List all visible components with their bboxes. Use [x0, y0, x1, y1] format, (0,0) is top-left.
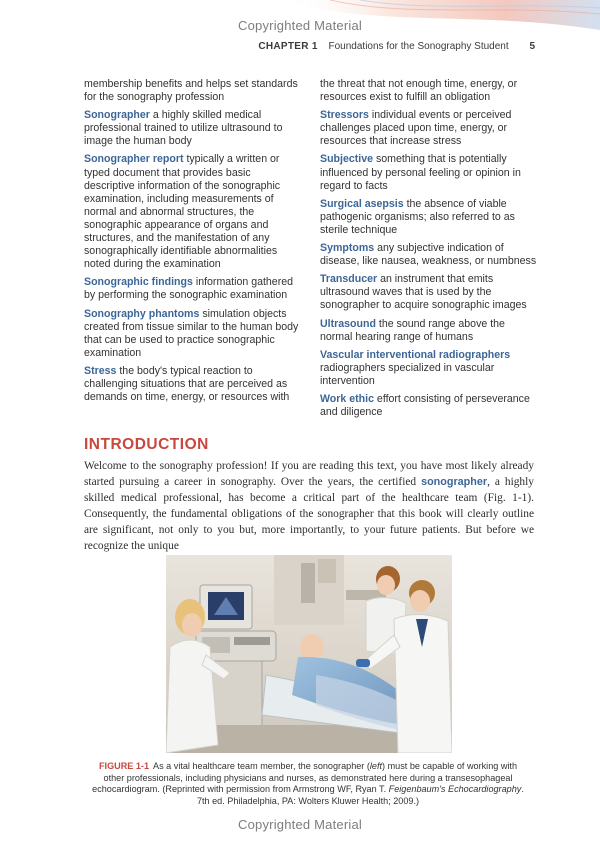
- glossary-entry: [84, 365, 302, 404]
- glossary-term: Sonographer report: [84, 153, 184, 166]
- glossary-term: Work ethic: [320, 392, 374, 405]
- chapter-title: Foundations for the Sonography Student: [328, 41, 509, 52]
- glossary-definition: radiographers specialized in vascular intervention: [320, 361, 495, 387]
- intro-text: , a highly skilled medical professional, has become a critical part of the healthcare team (Fig. 1-1). Consequently, the fundamental obligations of the sonographer that this book will clearly outline are significant, not only to you but, more importantly, to your future patients. But before we recognize the unique: [84, 475, 534, 552]
- glossary-entry: [84, 153, 302, 271]
- glossary-entry: [320, 198, 538, 237]
- glossary-entry: [320, 242, 538, 268]
- glossary-definition: something that is potentially influenced by personal feeling or opinion in regard to facts: [320, 153, 521, 192]
- caption-book-title: Feigenbaum's Echocardiography: [388, 784, 522, 795]
- figure-caption: [88, 761, 528, 807]
- glossary-definition: any subjective indication of disease, like nausea, weakness, or numbness: [320, 242, 537, 268]
- caption-text: . 7th ed. Philadelphia, PA: Wolters Kluwer Health; 2009.): [196, 784, 524, 806]
- glossary-definition: an instrument that emits ultrasound waves that is used by the sonographer to acquire sonographic images: [320, 273, 527, 312]
- copyright-watermark-top: Copyrighted Material: [238, 18, 362, 33]
- glossary-entry: [320, 273, 538, 312]
- glossary-term: Stressors: [320, 109, 369, 122]
- intro-keyword: sonographer: [421, 475, 488, 488]
- figure-photo: [166, 555, 452, 753]
- glossary-entry: [84, 109, 302, 148]
- caption-italic: left: [369, 761, 383, 771]
- glossary-definition: typically a written or typed document that provides basic descriptive information of the sonographic examination, including measurements of normal and abnormal structures, the sonographic appearance of organs and structures, and the manifestation of any sonographically identifiable abnormalities noted during the examination: [84, 153, 281, 271]
- copyright-watermark-bottom: Copyrighted Material: [238, 817, 362, 832]
- glossary-definition: simulation objects created from tissue similar to the human body that can be used to practice sonographic examination: [84, 307, 299, 359]
- glossary-entry: [320, 349, 538, 388]
- glossary-term: Transducer: [320, 273, 378, 286]
- caption-text: ) must be capable of working with other professionals, including physicians and nurses, as demonstrated here during a transesophageal echocardiogram. (Reprinted with permission from Armstrong WF, Ryan T.: [92, 761, 518, 795]
- glossary-entry: [84, 276, 302, 302]
- page-number: 5: [529, 41, 535, 52]
- glossary-term: Subjective: [320, 153, 373, 166]
- introduction-paragraph: [84, 459, 534, 554]
- glossary-term: Symptoms: [320, 242, 375, 255]
- glossary-term: Surgical asepsis: [320, 197, 404, 210]
- glossary-term: Sonographer: [84, 109, 150, 122]
- echocardiogram-scene-illustration: [166, 555, 452, 753]
- glossary-column-left: [84, 78, 302, 409]
- glossary-term: Ultrasound: [320, 317, 376, 330]
- glossary-term: Sonography phantoms: [84, 307, 200, 320]
- glossary-term: Stress: [84, 364, 117, 377]
- glossary-entry: [320, 78, 538, 104]
- glossary-entry: [320, 318, 538, 344]
- running-header: [0, 41, 535, 52]
- glossary-term: Vascular interventional radiographers: [320, 348, 511, 361]
- glossary-definition: the sound range above the normal hearing range of humans: [320, 317, 505, 343]
- glossary-entry: [84, 308, 302, 360]
- glossary-term: Sonographic findings: [84, 276, 193, 289]
- glossary-entry: [320, 393, 538, 419]
- glossary-definition: a highly skilled medical professional trained to utilize ultrasound to image the human body: [84, 109, 283, 148]
- intro-text: Welcome to the sonography profession! If you are reading this text, you have most likely already started pursuing a career in sonography. Over the years, the certified: [84, 460, 534, 488]
- glossary-entry: [320, 109, 538, 148]
- glossary-entry: [320, 153, 538, 192]
- glossary-definition: the body's typical reaction to challenging situations that are perceived as demands on time, energy, or resources with: [84, 364, 290, 404]
- glossary-entry: [84, 78, 302, 104]
- glossary-definition: the threat that not enough time, energy, or resources exist to fulfill an obligation: [320, 78, 518, 104]
- glossary-definition: the absence of viable pathogenic organisms; also referred to as sterile technique: [320, 197, 515, 236]
- section-heading-introduction: INTRODUCTION: [84, 436, 209, 453]
- glossary-definition: effort consisting of perseverance and diligence: [320, 392, 530, 419]
- glossary-definition: individual events or perceived challenges placed upon time, energy, or resources that increase stress: [320, 109, 512, 148]
- chapter-label: CHAPTER 1: [258, 41, 318, 52]
- caption-text: As a vital healthcare team member, the sonographer (: [153, 761, 370, 771]
- glossary-column-right: [320, 78, 538, 424]
- figure-label: FIGURE 1-1: [98, 761, 150, 771]
- glossary-definition: information gathered by performing the sonographic examination: [84, 276, 294, 302]
- glossary-definition: membership benefits and helps set standards for the sonography profession: [84, 78, 298, 104]
